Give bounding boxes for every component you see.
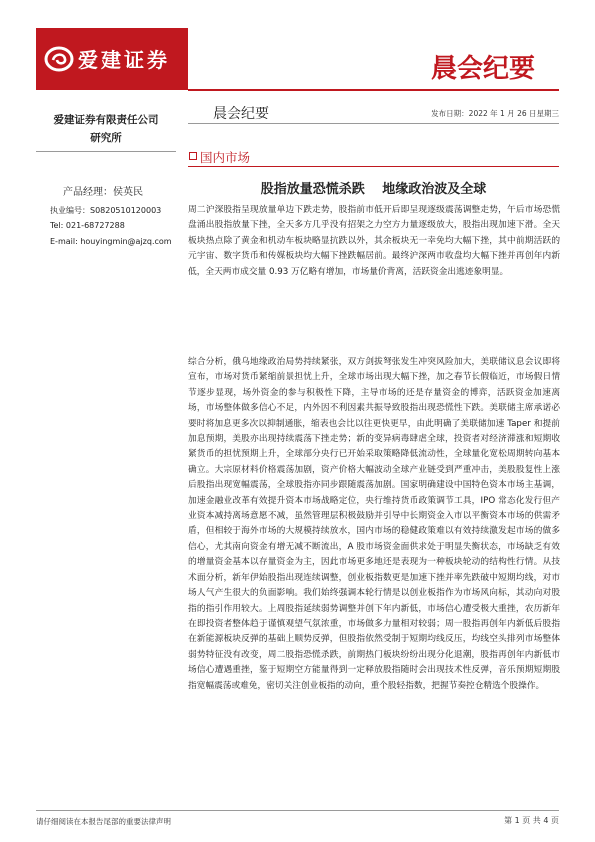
sidebar-license: 执业编号：S0820510120003: [50, 206, 162, 215]
logo-text: 爱建证券: [78, 48, 170, 72]
sidebar-divider: [36, 151, 176, 152]
footer-divider: [36, 810, 559, 811]
footer-disclaimer: 请仔细阅读在本报告尾部的重要法律声明: [36, 817, 171, 826]
sidebar-tel: Tel: 021-68727288: [50, 221, 125, 230]
logo-swirl-icon: [44, 45, 74, 73]
sidebar-manager: 产品经理：侯英民: [63, 187, 143, 198]
article-headline: 股指放量恐慌杀跌 地缘政治波及全球: [260, 182, 487, 197]
body-paragraph-1: 周二沪深股指呈现放量单边下跌走势，股指前市低开后即呈现逐级震荡调整走势，午后市场恐慌盘涌出股指放量下挫，全天多方几乎没有招架之力空方力量逐级放大，股指出现加速下滑。全天板块热点除了黄金和机动车板块略显抗跌以外，其余板块无一幸免均大幅下挫，其中前期活跃的元宇宙、数字货币和传媒板块均大幅下挫跌幅居前。最终沪深两市收盘均大幅下挫并再创年内新低，全天两市成交量 0.93 万亿略有增加，市场量价背离，活跃资金出逃迹象明显。: [188, 205, 560, 277]
section-divider: [188, 166, 559, 167]
brand-logo: [36, 28, 188, 90]
sidebar-email[interactable]: E-mail: houyingmin@ajzq.com: [50, 237, 172, 246]
body-paragraph-2: 综合分析，俄乌地缘政治局势持续紧张，双方剑拔弩张发生冲突风险加大，美联储议息会议即将宣布，市场对货币紧缩前景担忧上升，全球市场出现大幅下挫，加之春节长假临近，市场假日情节逐步显现，场外资金的参与积极性下降，主导市场的还是存量资金的博弈，活跃资金加速离场，市场整体做多信心不足，内外因不利因素共振导致股指出现恐慌性下跌。美联储主席承诺必要时将加息更多次以抑制通胀，缩表也会比以往更快更早，由此明确了美联储加速 Taper 和提前加息预期，美股亦出现持续震荡下挫走势；新的变异病毒肆虐全球，投资者对经济滞涨和短期收紧货币的担忧预期上升，全球部分央行已开始采取策略降低流动性，全球量化宽松周期转向基本确立。大宗原材料价格震荡加剧，资产价格大幅波动全球产业链受到严重冲击，美股股复性上涨后股指出现宽幅震荡，全球股指亦同步跟随震荡加剧。国家明确建设中国特色资本市场主基调，加速金融业改革有效提升资本市场战略定位，央行维持货币政策调节工具，IPO 常态化发行但产业资本减持离场意愿不减，虽然管理层积极鼓励并引导中长期资金入市以平衡资本市场的供需矛盾，但相较于海外市场的大规模持续放水，国内市场的稳健政策难以有效持续激发起市场的做多信心，尤其南向资金有增无减不断流出，A 股市场资金面供求处于明显失衡状态，市场缺乏有效的增量资金基本以存量资金为主，因此市场更多地还是表现为一种板块轮动的结构性行情。从技术面分析，新年伊始股指出现连续调整，创业板指数更是加速下挫并率先跌破中短期均线，对市场人气产生很大的负面影响。我们始终强调本轮行情是以创业板指作为市场风向标，其动向对股指的指引作用较大。上周股指延续弱势调整并创下年内新低，市场信心遭受极大重挫，农历新年在即投资者整体趋于谨慎观望气氛浓重，市场做多力量相对较弱；周一股指再创年内新低后股指在新能源板块反弹的基础上顺势反弹，但股指依然受制于短期均线反压，均线空头排列市场整体弱势特征没有改变，周二股指恐慌杀跌，前期热门板块纷纷出现分化退潮，股指再创年内新低市场信心遭遇重挫，鉴于短期空方能量得到一定释放股指随时会出现技术性反弹，音乐预期短期股指宽幅震荡或难免，密切关注创业板指的动向，重个股轻指数，把握节奏控仓精选个股操作。: [188, 357, 560, 691]
section-title: 国内市场: [200, 150, 251, 165]
header-divider: [188, 89, 559, 91]
sidebar-department: 研究所: [90, 132, 122, 144]
sidebar-company-name: 爱建证券有限责任公司: [53, 114, 159, 126]
page-number: 第 1 页 共 4 页: [504, 816, 559, 825]
page-title: 晨会纪要: [430, 54, 535, 84]
publish-date: 发布日期：2022 年 1 月 26 日星期三: [431, 109, 559, 118]
topbar-divider: [188, 123, 559, 124]
report-name: 晨会纪要: [213, 106, 269, 122]
section-square-icon: [189, 152, 197, 160]
